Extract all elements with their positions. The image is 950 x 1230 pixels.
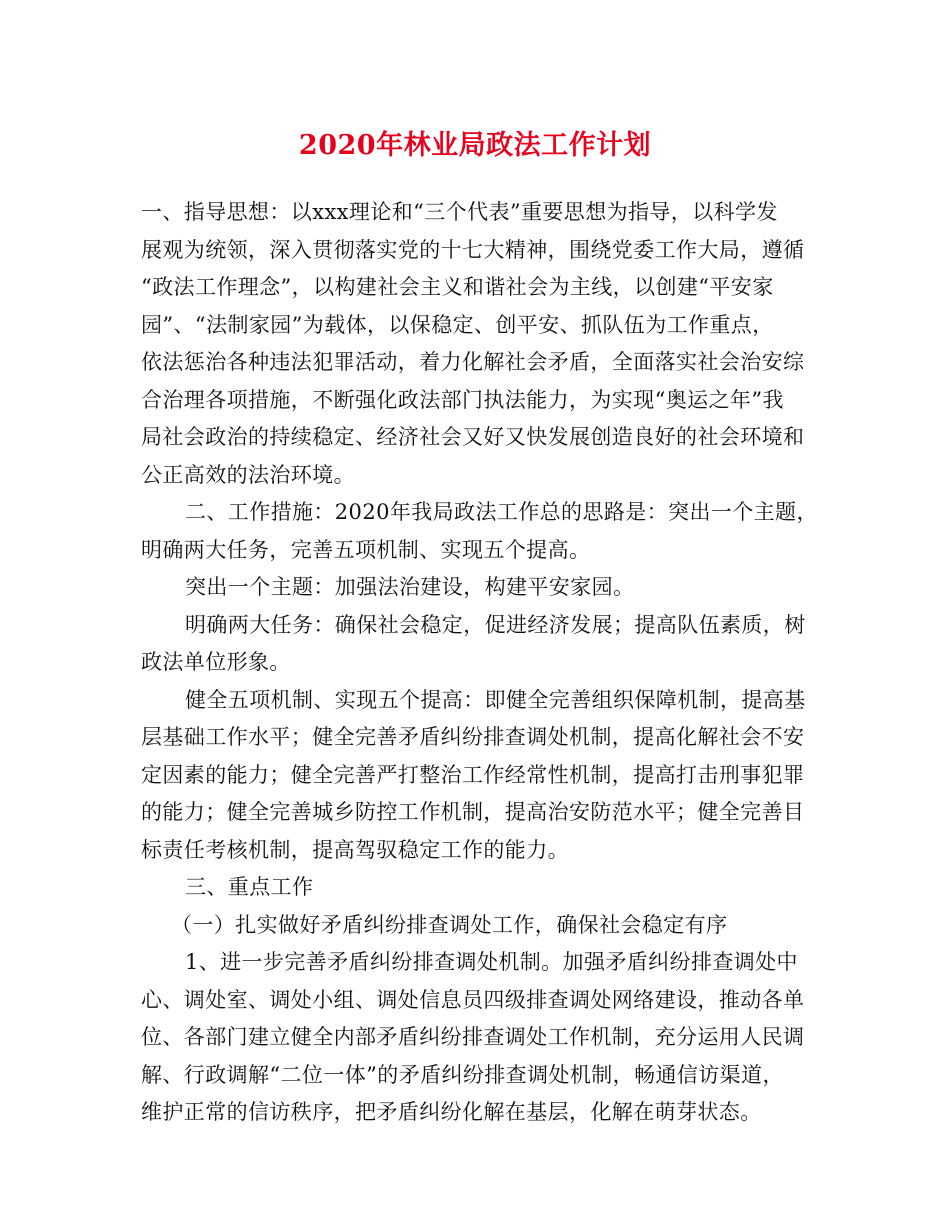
paragraph-line: 明确两大任务，完善五项机制、实现五个提高。	[141, 537, 591, 562]
paragraph-line: 维护正常的信访秩序，把矛盾纠纷化解在基层，化解在萌芽状态。	[141, 1100, 762, 1124]
subsection-heading: （一）扎实做好矛盾纠纷排查调处工作，确保社会稳定有序	[171, 912, 728, 937]
paragraph-line: 健全五项机制、实现五个提高：即健全完善组织保障机制，提高基	[185, 687, 806, 712]
paragraph-line: 公正高效的法治环境。	[141, 462, 355, 487]
paragraph-line: 突出一个主题：加强法治建设，构建平安家园。	[185, 575, 635, 599]
paragraph-line: “政法工作理念”，以构建社会主义和谐社会为主线，以创建“平安家	[141, 275, 774, 299]
paragraph-line: 依法惩治各种违法犯罪活动，着力化解社会矛盾，全面落实社会治安综	[141, 350, 805, 374]
paragraph-line: 层基础工作水平；健全完善矛盾纠纷排查调处机制，提高化解社会不安	[141, 725, 805, 749]
paragraph-line: 政法单位形象。	[141, 650, 291, 674]
paragraph-line: 局社会政治的持续稳定、经济社会又好又快发展创造良好的社会环境和	[141, 425, 805, 449]
paragraph-line: 标责任考核机制，提高驾驭稳定工作的能力。	[141, 837, 569, 862]
paragraph-line: 园”、“法制家园”为载体，以保稳定、创平安、抓队伍为工作重点，	[141, 312, 774, 337]
paragraph-line: 合治理各项措施，不断强化政法部门执法能力，为实现“奥运之年”我	[141, 387, 784, 412]
paragraph-line: 明确两大任务：确保社会稳定，促进经济发展；提高队伍素质，树	[185, 612, 806, 637]
paragraph-line: 心、调处室、调处小组、调处信息员四级排查调处网络建设，推动各单	[141, 987, 805, 1012]
document-title: 2020年林业局政法工作计划	[298, 130, 652, 161]
section-heading: 三、重点工作	[185, 875, 314, 899]
paragraph-line: 位、各部门建立健全内部矛盾纠纷排查调处工作机制，充分运用人民调	[141, 1025, 805, 1049]
paragraph-line: 展观为统领，深入贯彻落实党的十七大精神，围绕党委工作大局，遵循	[141, 237, 805, 262]
paragraph-line: 解、行政调解“二位一体”的矛盾纠纷排查调处机制，畅通信访渠道，	[141, 1062, 784, 1087]
paragraph-line: 定因素的能力；健全完善严打整治工作经常性机制，提高打击刑事犯罪	[141, 762, 805, 787]
paragraph-line: 1、进一步完善矛盾纠纷排查调处机制。加强矛盾纠纷排查调处中	[185, 950, 798, 974]
paragraph-line: 二、工作措施：2020年我局政法工作总的思路是：突出一个主题，	[185, 500, 818, 524]
document-body	[141, 194, 818, 1132]
paragraph-line: 的能力；健全完善城乡防控工作机制，提高治安防范水平；健全完善目	[141, 800, 805, 824]
paragraph-line: 一、指导思想：以xxx理论和“三个代表”重要思想为指导，以科学发	[141, 200, 778, 224]
